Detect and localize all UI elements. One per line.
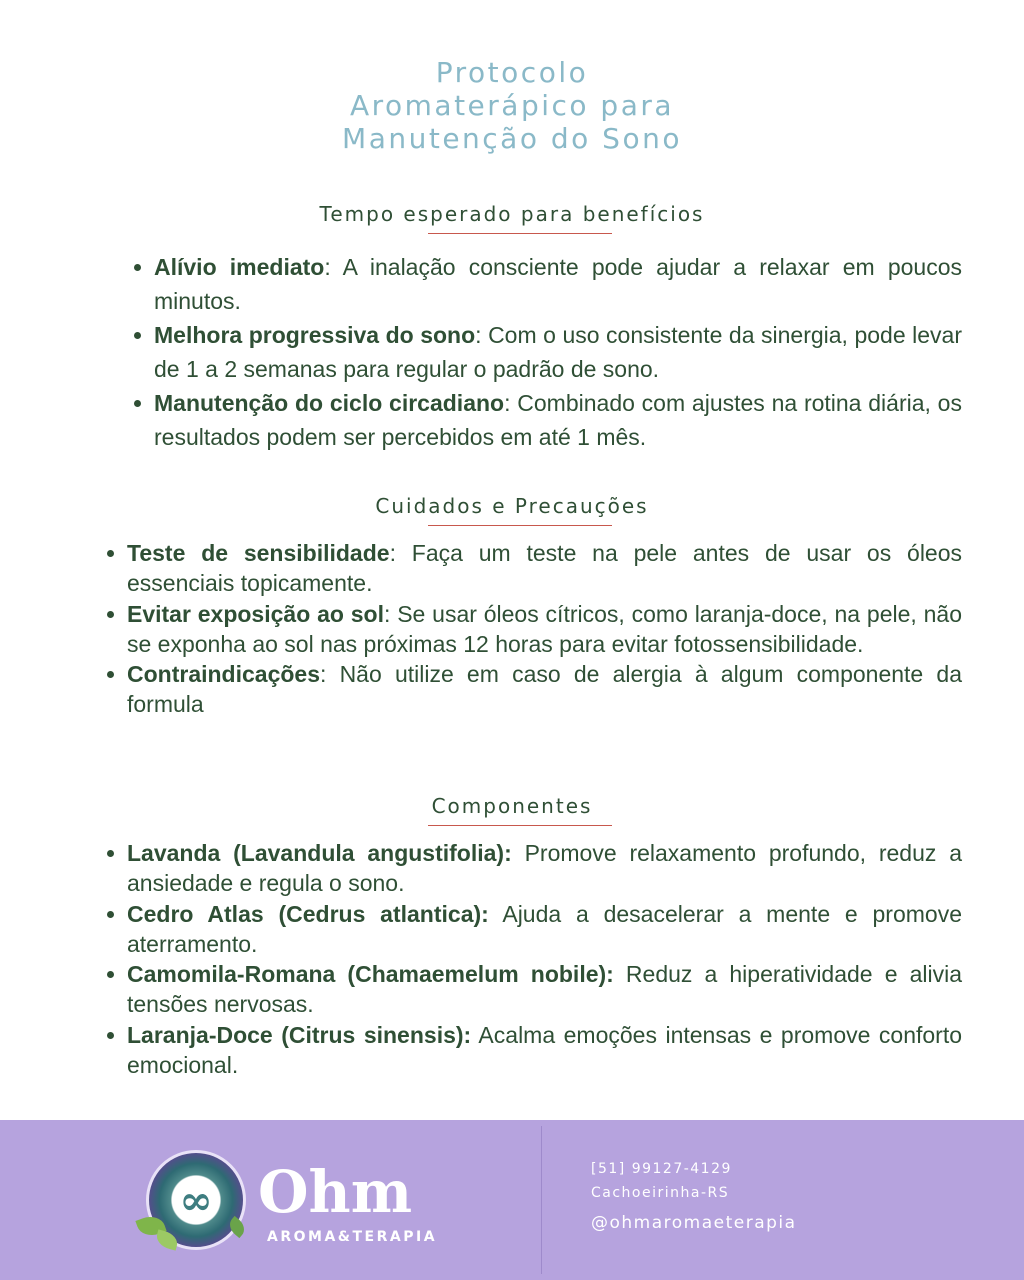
item-text: Ajuda a desacelerar a mente e promove aterramento. xyxy=(127,900,963,957)
item-text: Promove relaxamento profundo, reduz a ansiedade e regula o sono. xyxy=(127,840,962,897)
brand-subtitle: AROMA&TERAPIA xyxy=(267,1229,438,1245)
item-term: Camomila-Romana (Chamaemelum nobile): xyxy=(127,961,614,988)
item-term: Laranja-Doce (Citrus sinensis): xyxy=(127,1021,472,1048)
footer-bar xyxy=(0,1120,1024,1280)
cuidados-list xyxy=(127,538,962,720)
item-term: Contraindicações xyxy=(127,661,320,688)
item-text: : Se usar óleos cítricos, como laranja-doce, na pele, não se exponha ao sol nas próximas 12 horas para evitar fotossensibilidade. xyxy=(127,600,962,657)
item-text: : Combinado com ajustes na rotina diária, os resultados podem ser percebidos em até 1 mês. xyxy=(154,390,962,450)
item-term: Evitar exposição ao sol xyxy=(127,600,384,627)
item-text: : Com o uso consistente da sinergia, pode levar de 1 a 2 semanas para regular o padrão de sono. xyxy=(154,322,962,382)
item-text: : A inalação consciente pode ajudar a relaxar em poucos minutos. xyxy=(154,254,962,314)
item-text: Reduz a hiperatividade e alivia tensões nervosas. xyxy=(127,961,962,1018)
list-item xyxy=(127,538,962,599)
list-item xyxy=(127,959,962,1020)
list-item xyxy=(127,1020,962,1081)
list-item xyxy=(154,250,962,318)
page-title xyxy=(0,56,1024,155)
list-item xyxy=(127,599,962,660)
item-term: Manutenção do ciclo circadiano xyxy=(154,390,505,416)
item-term: Cedro Atlas (Cedrus atlantica): xyxy=(127,900,489,927)
brand-name: Ohm xyxy=(258,1158,413,1226)
item-term: Alívio imediato xyxy=(154,254,325,280)
title-line-1: Protocolo xyxy=(435,56,589,89)
list-item xyxy=(127,659,962,720)
list-item xyxy=(154,318,962,386)
item-text: Acalma emoções intensas e promove conforto emocional. xyxy=(127,1021,963,1079)
section-underline-tempo xyxy=(428,233,612,234)
contact-phone[interactable]: [51] 99127-4129 xyxy=(591,1161,732,1177)
section-heading-cuidados: Cuidados e Precauções xyxy=(375,494,649,518)
title-line-2: Aromaterápico para xyxy=(349,89,675,122)
item-term: Melhora progressiva do sono xyxy=(154,322,476,348)
title-line-3: Manutenção do Sono xyxy=(342,122,682,155)
section-heading-tempo: Tempo esperado para benefícios xyxy=(319,202,705,226)
section-underline-componentes xyxy=(428,825,612,826)
item-term: Teste de sensibilidade xyxy=(127,540,390,566)
item-text: : Não utilize em caso de alergia à algum componente da formula xyxy=(127,661,962,718)
list-item xyxy=(127,838,962,899)
list-item xyxy=(127,899,962,960)
contact-instagram[interactable]: @ohmaromaeterapia xyxy=(591,1213,797,1233)
ohm-symbol-icon: ∞ xyxy=(179,1176,213,1224)
item-text: : Faça um teste na pele antes de usar os óleos essenciais topicamente. xyxy=(127,540,963,597)
componentes-list xyxy=(127,838,962,1080)
list-item xyxy=(154,386,962,454)
item-term: Lavanda (Lavandula angustifolia): xyxy=(127,840,512,866)
section-heading-componentes: Componentes xyxy=(431,794,593,818)
footer-divider xyxy=(541,1126,542,1274)
section-underline-cuidados xyxy=(428,525,612,526)
contact-city: Cachoeirinha-RS xyxy=(591,1185,730,1201)
tempo-list xyxy=(154,250,962,454)
